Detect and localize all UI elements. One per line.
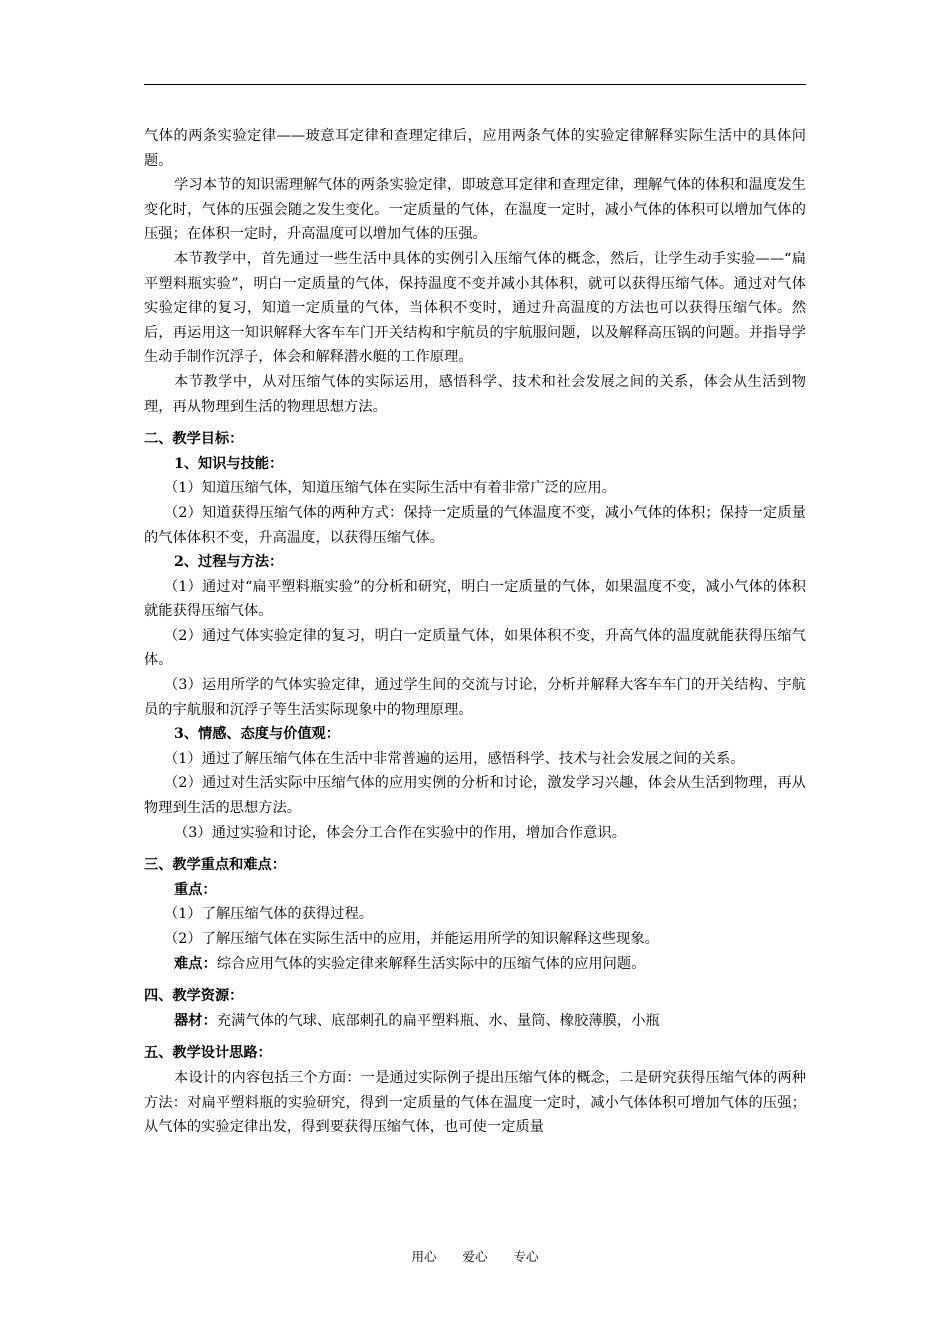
difficult-point bbox=[144, 952, 806, 977]
header-rule bbox=[144, 84, 806, 85]
difficult-label: 难点： bbox=[174, 955, 217, 972]
objective-item: （1）知道压缩气体，知道压缩气体在实际生活中有着非常广泛的应用。 bbox=[164, 480, 617, 497]
objective-item: （2）通过对生活实际中压缩气体的应用实例的分析和讨论，激发学习兴趣，体会从生活到物理，再从物理到生活的思想方法。 bbox=[144, 775, 806, 817]
difficult-text: 综合应用气体的实验定律来解释生活实际中的压缩气体的应用问题。 bbox=[216, 955, 646, 972]
equipment-text: 充满气体的气球、底部刺孔的扁平塑料瓶、水、量筒、橡胶薄膜，小瓶 bbox=[216, 1012, 660, 1029]
objective-item: （2）通过气体实验定律的复习，明白一定质量气体，如果体积不变，升高气体的温度就能获得压缩气体。 bbox=[144, 627, 806, 669]
document-body bbox=[144, 124, 806, 1140]
design-paragraph-1: 本设计的内容包括三个方面：一是通过实际例子提出压缩气体的概念，二是研究获得压缩气体的两种方法：对扁平塑料瓶的实验研究，得到一定质量的气体在温度一定时，减小气体体积可增加气体的压强；从气体的实验定律出发，得到要获得压缩气体，也可使一定质量 bbox=[144, 1069, 806, 1136]
section-heading-design: 五、教学设计思路： bbox=[144, 1045, 272, 1062]
equipment-line bbox=[144, 1009, 806, 1034]
section-heading-key-difficult: 三、教学重点和难点： bbox=[144, 857, 286, 874]
key-point-item: （2）了解压缩气体在实际生活中的应用，并能运用所学的知识解释这些现象。 bbox=[164, 931, 659, 947]
footer-left: 用心 bbox=[411, 1249, 437, 1264]
intro-paragraph-1: 气体的两条实验定律——玻意耳定律和查理定律后，应用两条气体的实验定律解释实际生活中的具体问题。 bbox=[144, 128, 806, 169]
subheading-emotion-values: 3、情感、态度与价值观： bbox=[174, 726, 340, 743]
objective-item: （3）运用所学的气体实验定律，通过学生间的交流与讨论，分析并解释大客车车门的开关结构、宇航员的宇航服和沉浮子等生活实际现象中的物理原理。 bbox=[144, 677, 806, 718]
objective-item: （1）通过对“扁平塑料瓶实验”的分析和研究，明白一定质量的气体，如果温度不变，减小气体的体积就能获得压缩气体。 bbox=[144, 578, 806, 620]
intro-paragraph-3: 本节教学中，首先通过一些生活中具体的实例引入压缩气体的概念，然后，让学生动手实验——“扁平塑料瓶实验”，明白一定质量的气体，保持温度不变并减小其体积，就可以获得压缩气体。通过对气体实验定律的复习，知道一定质量的气体，当体积不变时，通过升高温度的方法也可以获得压缩气体。然后，再运用这一知识解释大客车车门开关结构和宇航员的宇航服问题，以及解释高压锅的问题。并指导学生动手制作沉浮子，体会和解释潜水艇的工作原理。 bbox=[144, 250, 806, 366]
footer-middle: 爱心 bbox=[462, 1249, 488, 1264]
intro-paragraph-4: 本节教学中，从对压缩气体的实际运用，感悟科学、技术和社会发展之间的关系，体会从生活到物理，再从物理到生活的物理思想方法。 bbox=[144, 373, 806, 415]
footer-right: 专心 bbox=[513, 1249, 539, 1264]
objective-item: （2）知道获得压缩气体的两种方式：保持一定质量的气体温度不变，减小气体的体积；保持一定质量的气体体积不变，升高温度，以获得压缩气体。 bbox=[144, 504, 806, 546]
key-points-label: 重点： bbox=[174, 881, 217, 898]
key-point-item: （1）了解压缩气体的获得过程。 bbox=[164, 906, 374, 923]
objective-item: （3）通过实验和讨论，体会分工合作在实验中的作用，增加合作意识。 bbox=[174, 824, 627, 841]
intro-paragraph-2: 学习本节的知识需理解气体的两条实验定律，即玻意耳定律和查理定律，理解气体的体积和温度发生变化时，气体的压强会随之发生变化。一定质量的气体，在温度一定时，减小气体的体积可以增加气体的压强；在体积一定时，升高温度可以增加气体的压强。 bbox=[144, 177, 806, 243]
objective-item: （1）通过了解压缩气体在生活中非常普遍的运用，感悟科学、技术与社会发展之间的关系。 bbox=[164, 750, 745, 767]
section-heading-resources: 四、教学资源： bbox=[144, 988, 244, 1005]
subheading-process-methods: 2、过程与方法： bbox=[174, 554, 284, 571]
subheading-knowledge-skills: 1、知识与技能： bbox=[174, 455, 284, 472]
section-heading-objectives: 二、教学目标： bbox=[144, 431, 244, 448]
equipment-label: 器材： bbox=[174, 1012, 217, 1029]
page-footer bbox=[0, 1248, 950, 1266]
